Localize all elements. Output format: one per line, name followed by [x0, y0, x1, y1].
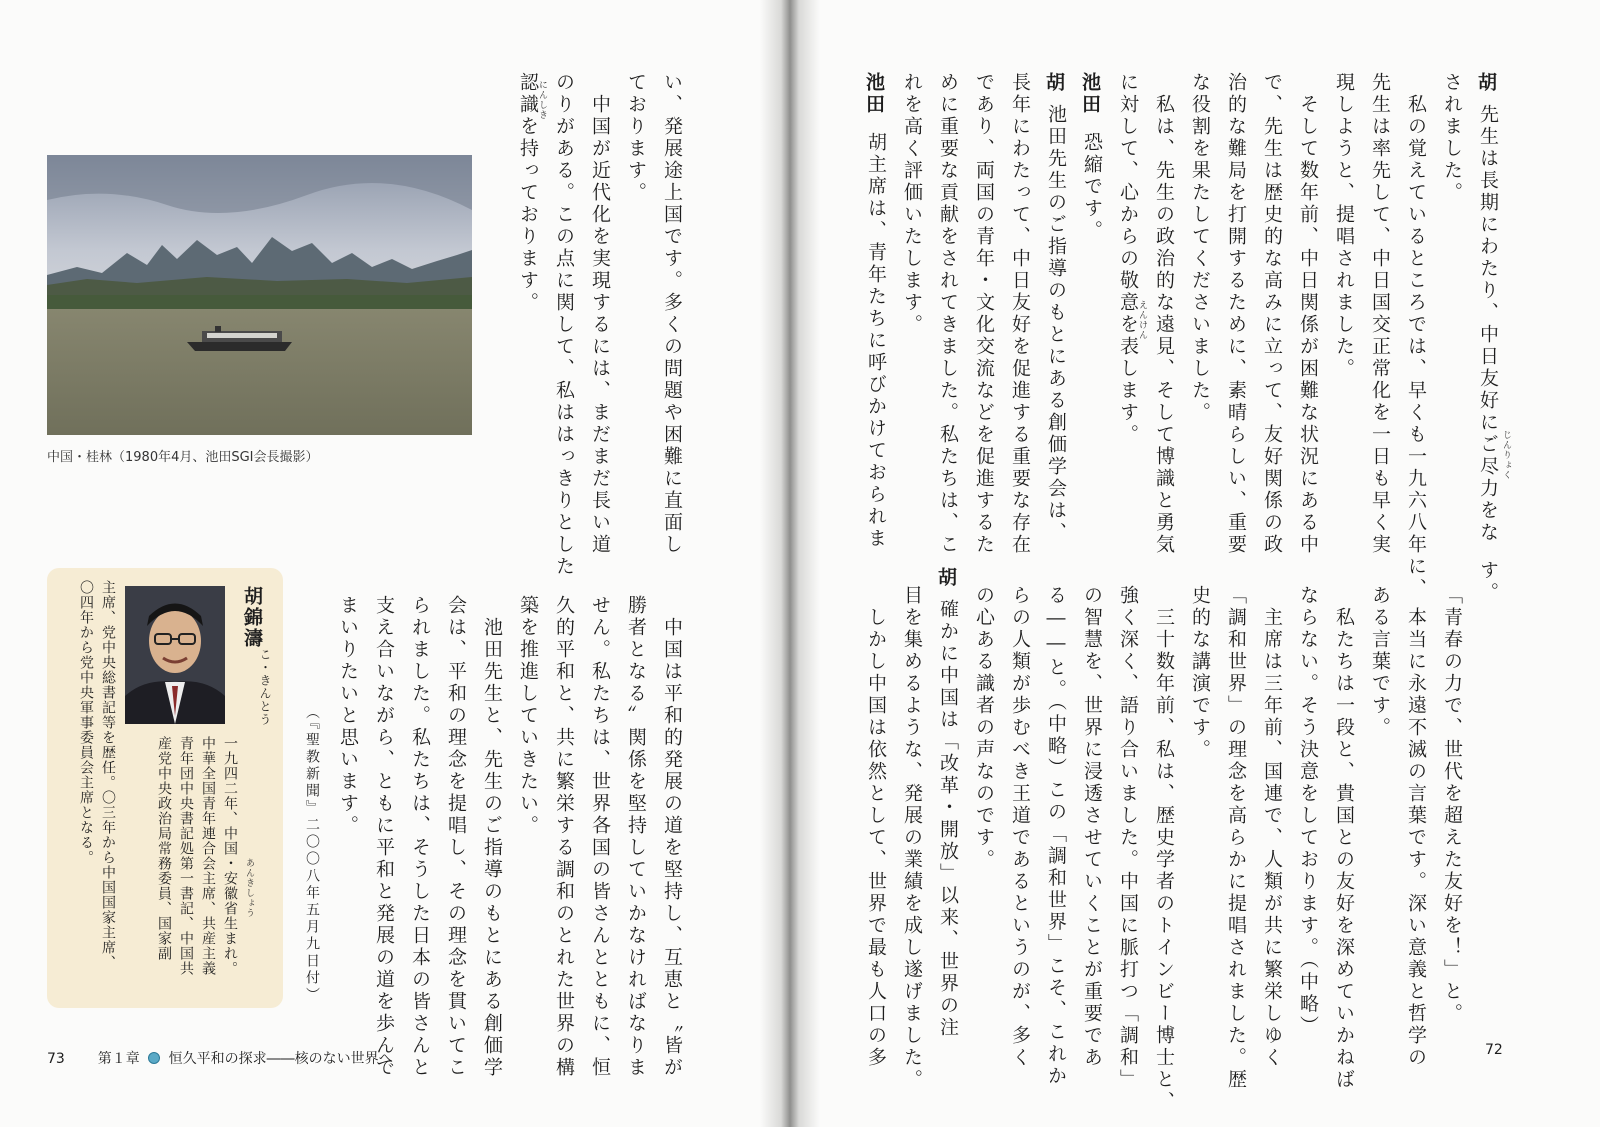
source-note: （『聖教新聞』二〇〇八年五月九日付） [304, 705, 320, 1004]
text-column: に対して、心からの敬意を表します。 [1117, 72, 1139, 446]
text-column: 勝者となる〟関係を堅持していかなければなりま [625, 595, 647, 1079]
text-column: 中国が近代化を実現するには、まだまだ長い道 [589, 72, 611, 556]
text-column: 池田先生のご指導のもとにある創価学会は、 [1045, 104, 1067, 544]
bio-name: 胡錦濤 [241, 586, 263, 649]
text-column: 先生は長期にわたり、中日友好にご尽力をな [1477, 104, 1499, 544]
page-number: 72 [1485, 1042, 1503, 1058]
text-column: 私の覚えているところでは、早くも一九六八年に、 [1405, 72, 1427, 600]
guilin-river-photo [47, 155, 472, 435]
ruby-annotation: じんりょく [1501, 430, 1511, 480]
text-column: であり、両国の青年・文化交流などを促進するた [973, 72, 995, 556]
text-column: 久的平和と、共に繁栄する調和のとれた世界の構 [553, 595, 575, 1079]
bio-text-column: 主席、党中央総書記等を歴任。〇三年から中国国家主席、 [100, 580, 116, 970]
text-column: 認識を持っております。 [517, 72, 539, 314]
left-footer [47, 1048, 393, 1068]
ruby-annotation: にんしき [537, 80, 547, 120]
bio-text-column: 〇四年から党中央軍事委員会主席となる。 [78, 580, 94, 865]
text-column: 現しようと、提唱されました。 [1333, 72, 1355, 380]
chapter-bullet-icon [148, 1052, 160, 1064]
text-column: られました。私たちは、そうした日本の皆さんと [409, 595, 431, 1079]
text-column: な役割を果たしてくださいました。 [1189, 72, 1211, 424]
text-column: 築を推進していきたい。 [517, 595, 539, 837]
text-column: 確かに中国は「改革・開放」以来、世界の注 [937, 599, 959, 1039]
text-column: ある言葉です。 [1369, 585, 1391, 739]
ruby-annotation: えんけん [1137, 300, 1147, 340]
chapter-title: 恒久平和の探求――核のない世界へ [168, 1051, 393, 1067]
text-column: す。 [1477, 560, 1499, 604]
bio-text-column: 青年団中央書記処第一書記、中国共 [178, 736, 194, 976]
text-column: 長年にわたって、中日友好を促進する重要な存在 [1009, 72, 1031, 556]
text-column: 治的な難局を打開するために、素晴らしい、重要 [1225, 72, 1247, 556]
text-column: 恐縮です。 [1081, 132, 1103, 242]
text-column: る――と。（中略）この「調和世界」こそ、これか [1045, 585, 1067, 1088]
photo-caption: 中国・桂林（1980年4月、池田SGI会長撮影） [47, 450, 319, 465]
speaker-label: 池田 [1079, 72, 1101, 116]
speaker-label: 胡 [1475, 72, 1497, 94]
portrait-photo [125, 586, 225, 724]
text-column: 池田先生と、先生のご指導のもとにある創価学 [481, 595, 503, 1079]
text-column: 会は、平和の理念を提唱し、その理念を貫いてこ [445, 595, 467, 1079]
text-column: ております。 [625, 72, 647, 204]
text-column: らの人類が歩むべき王道であるというのが、多く [1009, 585, 1031, 1069]
text-column: 「青春の力で、世代を超えた友好を！」と。 [1441, 585, 1463, 1025]
text-column: の心ある識者の声なのです。 [973, 585, 995, 871]
ruby-annotation: あんきしょう [244, 858, 254, 918]
text-column: れを高く評価いたします。 [901, 72, 923, 336]
text-column: で、先生は歴史的な高みに立って、友好関係の政 [1261, 72, 1283, 556]
text-column: 強く深く、語り合いました。中国に脈打つ「調和」 [1117, 585, 1139, 1091]
bio-text-column: 産党中央政治局常務委員、国家副 [156, 736, 172, 961]
text-column: 私たちは一段と、貴国との友好を深めていかねば [1333, 585, 1355, 1091]
page-number: 73 [47, 1051, 65, 1067]
text-column: まいりたいと思います。 [337, 595, 359, 837]
text-column: 本当に永遠不滅の言葉です。深い意義と哲学の [1405, 585, 1427, 1069]
bio-text-column: 一九四二年、中国・安徽省生まれ。 [222, 736, 238, 976]
text-column: 目を集めるような、発展の業績を成し遂げました。 [901, 585, 923, 1091]
text-column: せん。私たちは、世界各国の皆さんとともに、恒 [589, 595, 611, 1079]
chapter-label: 第１章 [97, 1051, 140, 1067]
text-column: 胡主席は、青年たちに呼びかけておられま [865, 132, 887, 550]
text-column: ならない。そう決意をしております。（中略） [1297, 585, 1319, 1038]
text-column: しかし中国は依然として、世界で最も人口の多 [865, 585, 887, 1069]
text-column: 三十数年前、私は、歴史学者のトインビー博士と、 [1153, 585, 1175, 1113]
text-column: 先生は率先して、中日国交正常化を一日も早く実 [1369, 72, 1391, 556]
speaker-label: 胡 [1043, 72, 1065, 94]
text-column: の智慧を、世界に浸透させていくことが重要であ [1081, 585, 1103, 1069]
book-gutter [760, 0, 820, 1127]
text-column: い、発展途上国です。多くの問題や困難に直面し [661, 72, 683, 556]
left-page [0, 0, 790, 1127]
speaker-label: 池田 [863, 72, 885, 116]
text-column: 主席は三年前、国連で、人類が共に繁栄しゆく [1261, 585, 1283, 1069]
bio-text-column: 中華全国青年連合会主席、共産主義 [200, 736, 216, 976]
text-column: されました。 [1441, 72, 1463, 204]
bio-reading: こ・きんとう [258, 648, 272, 726]
text-column: 支え合いながら、ともに平和と発展の道を歩んで [373, 595, 395, 1079]
text-column: 私は、先生の政治的な遠見、そして博識と勇気 [1153, 72, 1175, 556]
speaker-label: 胡 [935, 567, 957, 589]
right-page [790, 0, 1600, 1127]
text-column: 「調和世界」の理念を高らかに提唱されました。歴 [1225, 585, 1247, 1091]
biography-box [47, 568, 283, 1008]
text-column: のりがある。この点に関して、私ははっきりとした [553, 72, 575, 578]
text-column: 史的な講演です。 [1189, 585, 1211, 761]
text-column: 中国は平和的発展の道を堅持し、互恵と〝皆が [661, 595, 683, 1079]
text-column: そして数年前、中日関係が困難な状況にある中 [1297, 72, 1319, 556]
text-column: めに重要な貢献をされてきました。私たちは、こ [937, 72, 959, 556]
